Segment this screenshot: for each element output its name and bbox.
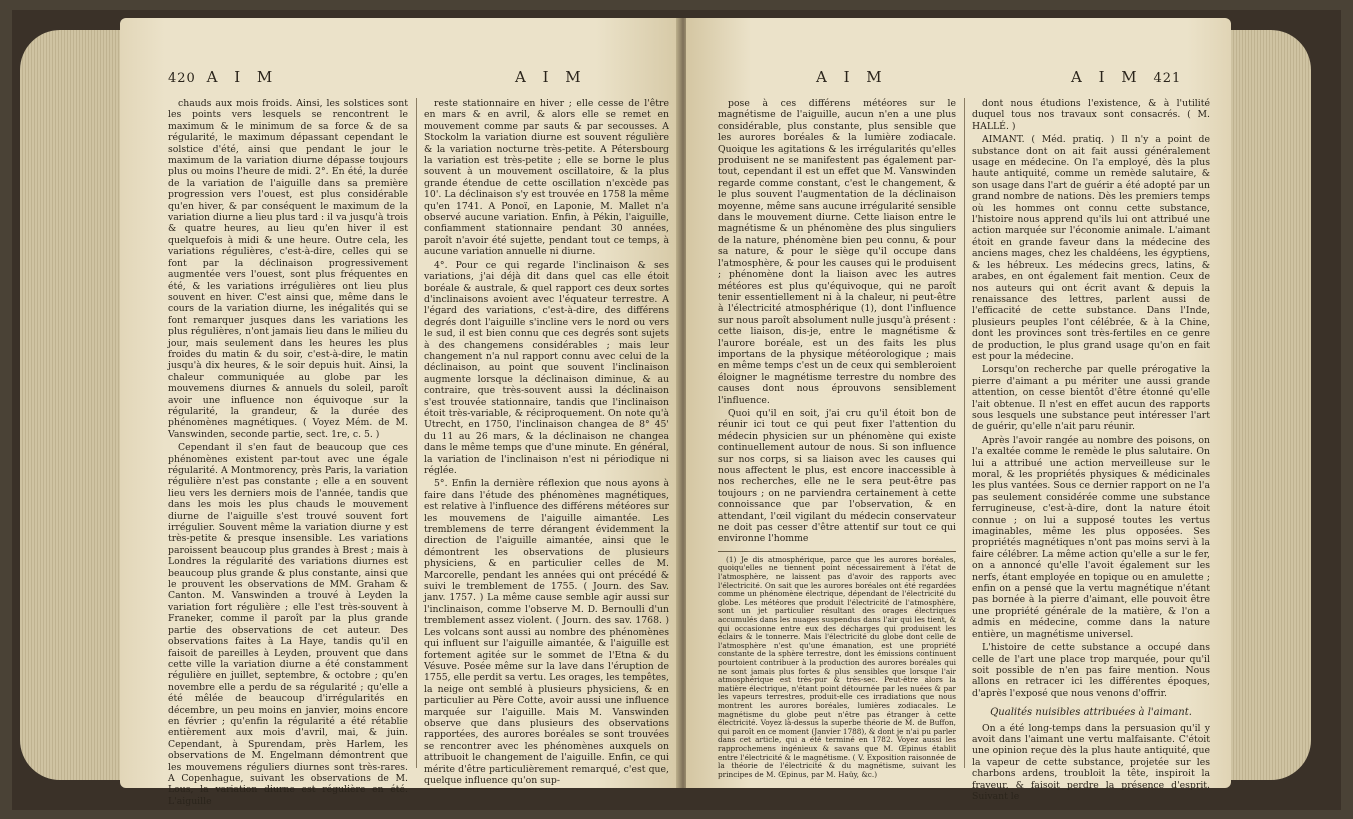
running-head: A I M [1071,68,1143,86]
paragraph: On a été long-temps dans la persuasion qu'il y avoit dans l'aimant une vertu malfaisante. C'étoit une opinion reçue dès la plus haute antiquité, que la vapeur de cette substance, projetée sur les charbons ardens, troubloit la tête, inspiroit la frayeur, & faisoit perdre la présence d'esprit. Suivant le [972,722,1210,802]
right-page-head-right [1071,68,1181,86]
right-page-head-left: A I M [816,68,888,86]
paragraph: dont nous étudions l'existence, & à l'utilité duquel tous nos travaux sont consacrés. ( M. HALLÉ. ) [972,98,1210,132]
paragraph: Lorsqu'on recherche par quelle prérogative la pierre d'aimant a pu mériter une aussi grande attention, on cesse bientôt d'être étonné qu'elle l'ait obtenue. Il n'est en effet aucun des rapports sous lesquels une substance peut intéresser l'art de guérir, qu'elle n'ait paru réunir. [972,364,1210,433]
left-column-1 [168,98,408,809]
page-edges-left [20,30,120,780]
paragraph: pose à ces différens météores sur le magnétisme de l'aiguille, aucun n'en a une plus considérable, plus constante, plus sensible que les aurores boréales & la lumière zodiacale. Quoique les agitations & les irrégularités qu'elles produisent ne se manifestent pas également par-tout, cependant il est un effet que M. Vanswinden regarde comme constant, c'est le changement, & le plus souvent l'augmentation de la déclinaison moyenne, même sans aucune irrégularité sensible dans le mouvement diurne. Cette liaison entre le magnétisme & un phénomène des plus singuliers de la nature, phénomène bien peu connu, & pour sa nature, & pour le siège qu'il occupe dans l'atmosphère, & pour les causes qui le produisent ; phénomène dont la liaison avec les autres météores est plus qu'équivoque, qui ne paroît tenir essentiellement ni à la chaleur, ni peut-être à l'électricité atmosphérique (1), dont l'influence sur nous paroît absolument nulle jusqu'à présent : cette liaison, dis-je, entre le magnétisme & l'aurore boréale, est un des faits les plus importans de la physique météorologique ; mais en même temps c'est un de ceux qui sembleroient éloigner le magnétisme terrestre du nombre des causes dont nous éprouvons sensiblement l'influence. [718,98,956,406]
page-number: 420 [168,71,196,86]
right-column-2 [972,98,1210,804]
footnote [718,556,956,779]
right-column-1 [718,98,956,779]
column-rule [964,98,965,768]
paragraph: 5°. Enfin la dernière réflexion que nous ayons à faire dans l'étude des phénomènes magnétiques, est relative à l'influence des différens météores sur les mouvemens de l'aiguille aimantée. Les tremblemens de terre dérangent évidemment la direction de l'aiguille aimantée, ainsi que le démontrent les observations de plusieurs physiciens, & en particulier celles de M. Marcorelle, pendant les années qui ont précédé & suivi le tremblement de 1755. ( Journ. des Sav. janv. 1757. ) La même cause semble agir aussi sur l'inclinaison, comme l'observe M. D. Bernoulli d'un tremblement assez violent. ( Journ. des sav. 1768. ) Les volcans sont aussi au nombre des phénomènes qui influent sur l'aiguille aimantée, & l'aiguille est fortement agitée sur le sommet de l'Etna & du Vésuve. Posée même sur la lave dans l'éruption de 1755, elle perdit sa vertu. Les orages, les tempêtes, la neige ont semblé à plusieurs physiciens, & en particulier au Père Cotte, avoir aussi une influence marquée sur l'aiguille. Mais M. Vanswinden observe que dans plusieurs des observations rapportées, des aurores boréales se sont trouvées se rencontrer avec les phénomènes auxquels on attribuoit le changement de l'aiguille. Enfin, ce qui mérite d'être particulièrement remarqué, c'est que, quelque influence qu'on sup- [424,478,669,786]
footnote-rule [718,551,956,552]
section-title: Qualités nuisibles attribuées à l'aimant. [990,707,1192,719]
page-number: 421 [1153,71,1182,86]
left-page-head-left [168,68,278,86]
left-page-head-right: A I M [515,68,587,86]
footnote-text: (1) Je dis atmosphérique, parce que les aurores boréales, quoiqu'elles ne tiennent point nécessairement à l'état de l'atmosphère, ne laissent pas d'avoir des rapports avec l'électricité. On sait que les aurores boréales ont été regardées comme un phénomène électrique, dépendant de l'électricité du globe. Les météores que produit l'électricité de l'atmosphère, sont un jet particulier résultant des orages électriques accumulés dans les nuages suspendus dans l'air qui les tient, & qui occasionne entre eux des décharges qui produisent les éclairs & le tonnerre. Mais l'électricité du globe dont celle de l'atmosphère n'est qu'une émanation, est une propriété constante de la sphère terrestre, dont les émissions continuent pourtoient contribuer à la production des aurores boréales qui ne sont jamais plus fortes & plus sensibles que lorsque l'air atmosphérique est très-pur & très-sec. Peut-être alors la matière électrique, n'étant point détournée par les nuées & par les vapeurs terrestres, produit-elle ces irradiations que nous montrent les aurores boréales, lumières zodiacales. Le magnétisme du globe peut n'être pas étranger à cette électricité. Voyez là-dessus la superbe théorie de M. de Buffon, qui paroît en ce moment (Janvier 1788), & dont je n'ai pu parler dans cet article, qui a été terminé en 1782. Voyez aussi les rapprochemens ingénieux & savans que M. Œpinus établit entre l'électricité & le magnétisme. ( V. Exposition raisonnée de la théorie de l'électricité & du magnétisme, suivant les principes de M. Œpinus, par M. Haüy, &c.) [718,554,956,779]
paragraph: 4°. Pour ce qui regarde l'inclinaison & ses variations, j'ai déjà dit dans quel cas elle étoit boréale & australe, & quel rapport ces deux sortes d'inclinaisons avoient avec l'équateur terrestre. A l'égard des variations, c'est-à-dire, des différens degrés dont l'aiguille s'incline vers le nord ou vers le sud, il est bien connu que ces degrés sont sujets à des changemens considérables ; mais leur changement n'a nul rapport connu avec celui de la déclinaison, au point que souvent l'inclinaison augmente lorsque la déclinaison diminue, & au contraire, que très-souvent aussi la déclinaison s'est trouvée stationnaire, tandis que l'inclinaison étoit très-variable, & réciproquement. On note qu'à Utrecht, en 1750, l'inclinaison changea de 8° 45' du 11 au 26 mars, & la déclinaison ne changea dans le même temps que d'une minute. En général, la variation de l'inclinaison n'est ni périodique ni réglée. [424,259,669,476]
left-column-2 [424,98,669,788]
column-rule [416,98,417,768]
right-page [686,18,1231,802]
page-edges-right [1231,30,1311,780]
left-page [120,18,680,807]
paragraph: reste stationnaire en hiver ; elle cesse de l'être en mars & en avril, & alors elle se remet en mouvement comme par sauts & par secousses. A Stockolm la variation diurne est souvent régulière & la variation nocturne très-petite. A Pétersbourg la variation est très-petite ; elle se borne le plus souvent à un mouvement oscillatoire, & la plus grande étendue de cette oscillation n'excède pas 10'. La déclinaison s'y est trouvée en 1758 la même qu'en 1741. A Ponoï, en Laponie, M. Mallet n'a observé aucune variation. Enfin, à Pékin, l'aiguille, confiamment stationnaire pendant 30 années, paroît n'avoir été sujette, pendant tout ce temps, à aucune variation annuelle ni diurne. [424,98,669,258]
running-head: A I M [206,68,279,86]
paragraph: L'histoire de cette substance a occupé dans celle de l'art une place trop marquée, pour qu'il soit possible de n'en pas faire mention. Nous allons en retracer ici les différentes époques, d'après l'exposé que nous venons d'offrir. [972,642,1210,699]
paragraph: Cependant il s'en faut de beaucoup que ces phénomènes existent par-tout avec une égale régularité. A Montmorency, près Paris, la variation régulière n'est pas constante ; elle a en souvent lieu vers les derniers mois de l'année, tandis que dans les mois les plus chauds le mouvement diurne de l'aiguille s'est trouvé souvent fort irrégulier. Souvent même la variation diurne y est très-petite & presque insensible. Les variations paroissent beaucoup plus grandes à Brest ; mais à Londres la régularité des variations diurnes est beaucoup plus grande & plus constante, ainsi que le prouvent les observations de MM. Graham & Canton. M. Vanswinden a trouvé à Leyden la variation fort régulière ; elle l'est très-souvent à Franeker, comme il paroît par la plus grande partie des observations de cet auteur. Des observations faites à La Haye, tandis qu'il en faisoit de pareilles à Leyden, prouvent que dans cette ville la variation diurne a été constamment régulière en juillet, septembre, & octobre ; qu'en novembre elle a perdu de sa régularité ; qu'elle a été mêlée de beaucoup d'irrégularités en décembre, un peu moins en janvier, moins encore en février ; qu'enfin la régularité a été rétablie entièrement aux mois d'avril, mai, & juin. Cependant, à Spurendam, près Harlem, les observations de M. Engelmann démontrent que les mouvemens réguliers diurnes sont très-rares. A Copenhague, suivant les observations de M. Lous, la variation diurne est régulière en été. L'aiguille [168,442,408,807]
paragraph: AIMANT. ( Méd. pratiq. ) Il n'y a point de substance dont on ait fait aussi généralement usage en médecine. On l'a employé, dès la plus haute antiquité, comme un remède salutaire, & son usage dans l'art de guérir a été adopté par un grand nombre de nations. Dès les premiers temps où les hommes ont connu cette substance, l'histoire nous apprend qu'ils lui ont attribué une action marquée sur l'économie animale. L'aimant étoit en grande faveur dans la médecine des anciens mages, chez les chaldéens, les égyptiens, & les hébreux. Les médecins grecs, latins, & arabes, en ont également fait mention. Ceux de nos auteurs qui ont écrit avant & depuis la renaissance des lettres, parlent aussi de l'efficacité de cette substance. Dans l'Inde, plusieurs peuples l'ont célébrée, & à la Chine, dont les provinces sont très-fertiles en ce genre de production, le plus grand usage qu'on en fait est pour la médecine. [972,134,1210,362]
paragraph: chauds aux mois froids. Ainsi, les solstices sont les points vers lesquels se rencontrent le maximum & le minimum de sa force & de sa régularité, le maximum dépassant cependant le solstice d'été, ainsi que pendant le jour le maximum de la variation diurne dépasse toujours plus ou moins l'heure de midi. 2°. En été, la durée de la variation de l'aiguille dans sa première progression vers l'ouest, est plus considérable qu'en hiver, & par conséquent le maximum de la variation diurne a lieu plus tard : il va jusqu'à trois & quatre heures, au lieu qu'en hiver il est quelquefois à midi & une heure. Outre cela, les variations régulières, c'est-à-dire, celles qui se font par la déclinaison progressivement augmentée vers l'ouest, sont plus fréquentes en été, & les variations irrégulières ont lieu plus souvent en hiver. C'est ainsi que, même dans le cours de la variation diurne, les inégalités qui se font remarquer jusques dans les variations les plus régulières, n'ont jamais lieu dans le milieu du jour, mais seulement dans les heures les plus froides du matin & du soir, c'est-à-dire, le matin jusqu'à dix heures, & le soir depuis huit. Ainsi, la chaleur communiquée au globe par les mouvemens diurnes & annuels du soleil, paroît avoir une influence non équivoque sur la régularité, la grandeur, & la durée des phénomènes magnétiques. ( Voyez Mém. de M. Vanswinden, seconde partie, sect. 1re, c. 5. ) [168,98,408,440]
paragraph: Après l'avoir rangée au nombre des poisons, on l'a exaltée comme le remède le plus salutaire. On lui a attribué une action merveilleuse sur le moral, & les propriétés physiques & médicinales les plus vantées. Sous ce dernier rapport on ne l'a pas seulement considérée comme une substance ferrugineuse, c'est-à-dire, dont la nature étoit connue ; on lui a supposé toutes les vertus imaginables, même les plus opposées. Ses propriétés magnétiques n'ont pas moins servi à la faire célébrer. La même action qu'elle a sur le fer, on a annoncé qu'elle l'avoit également sur les nerfs, étant employée en topique ou en amulette ; enfin on a pensé que la vertu magnétique n'étant pas bornée à la pierre d'aimant, elle pouvoit être une propriété générale de la matière, & l'on a admis en médecine, comme dans la nature entière, un magnétisme universel. [972,434,1210,640]
paragraph: Quoi qu'il en soit, j'ai cru qu'il étoit bon de réunir ici tout ce qui peut fixer l'attention du médecin physicien sur un phénomène qui existe continuellement autour de nous. Si son influence sur nos corps, si sa liaison avec les causes qui nous affectent le plus, est encore inaccessible à nos recherches, elle ne le sera peut-être pas toujours ; on ne parviendra certainement à cette connoissance que par l'observation, & en attendant, l'œil vigilant du médecin conservateur ne doit pas cesser d'être attentif sur tout ce qui environne l'homme [718,407,956,545]
